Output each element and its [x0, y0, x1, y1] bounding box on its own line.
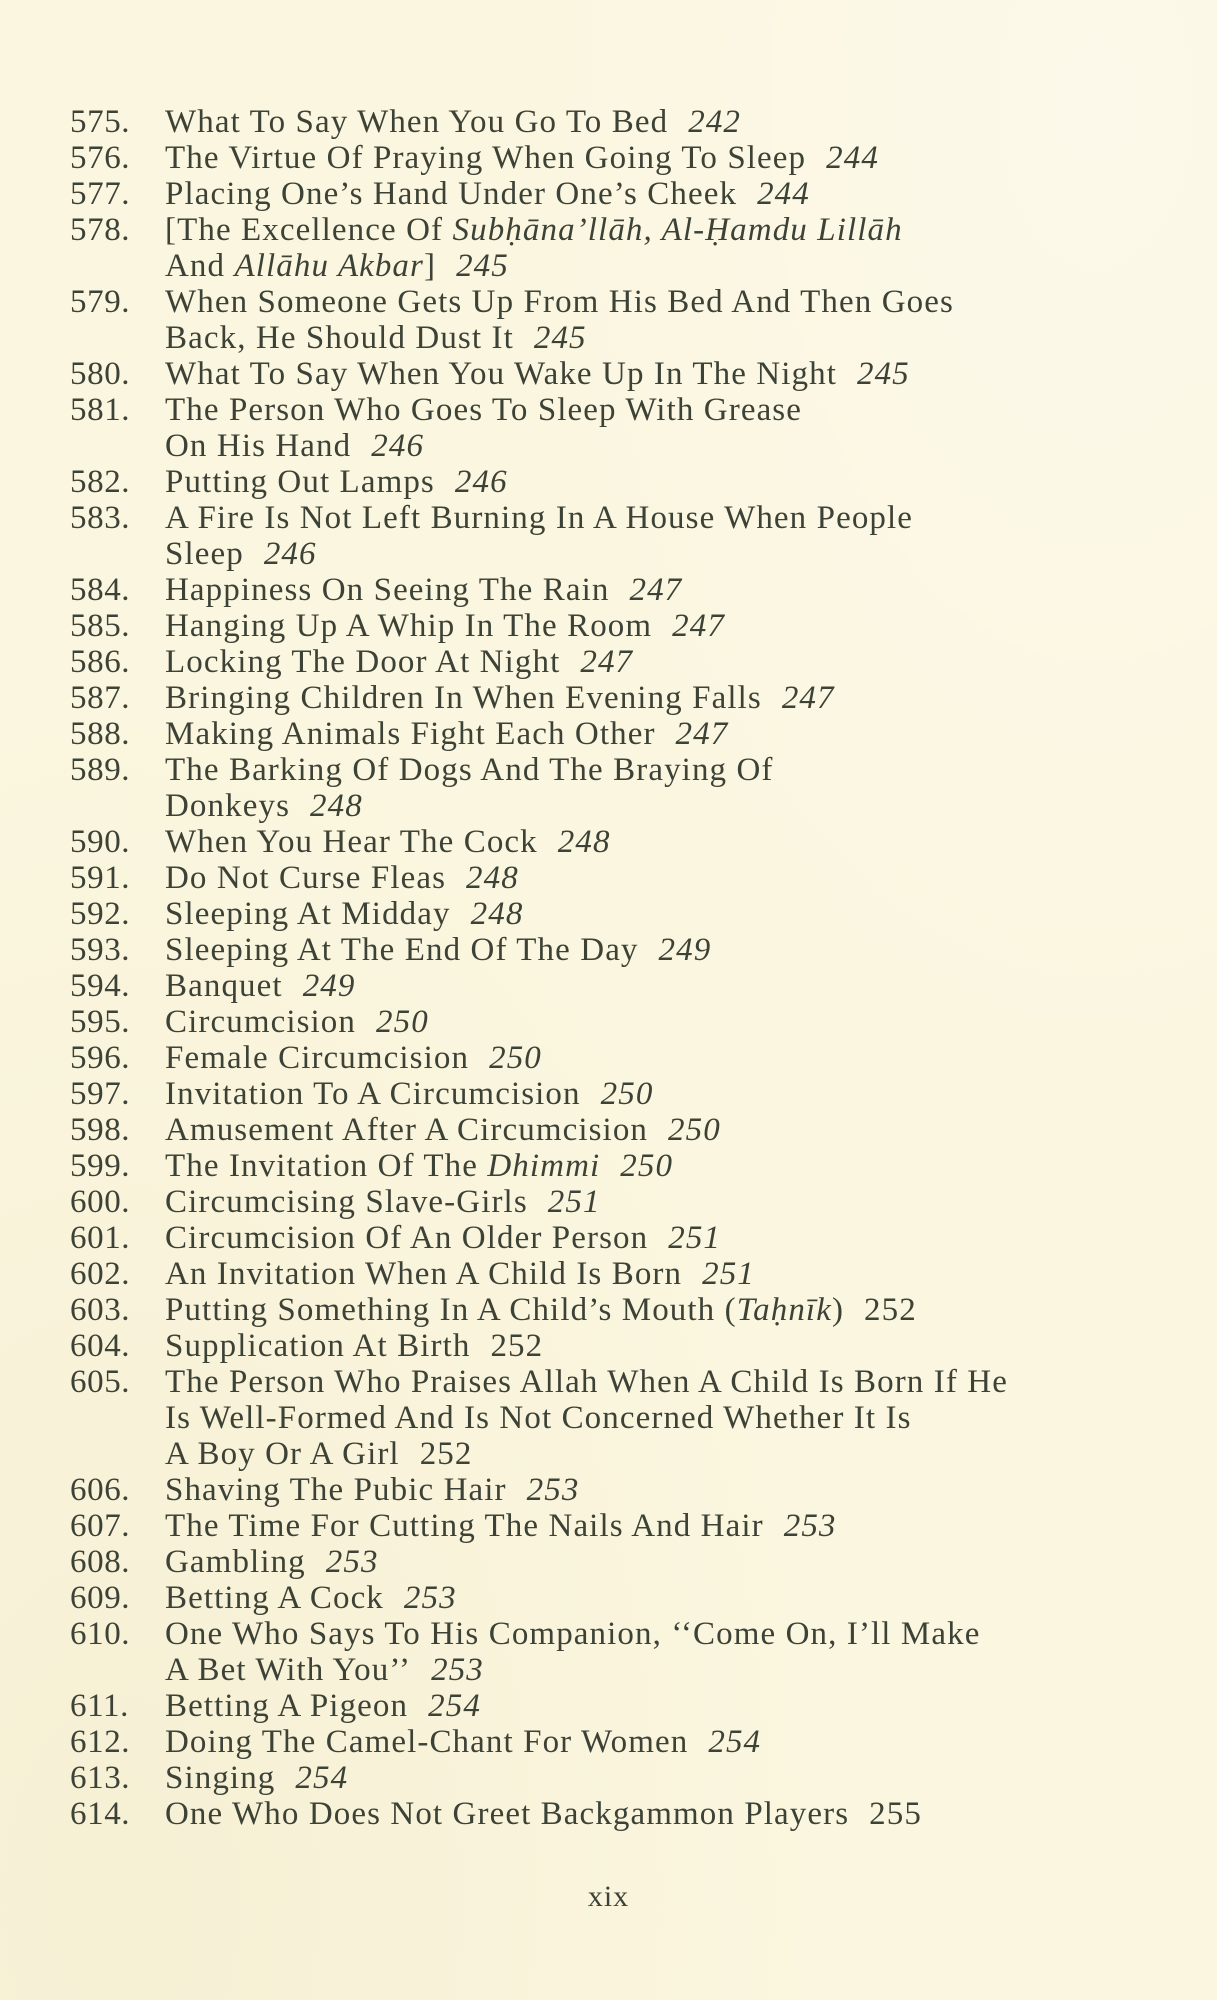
toc-entry [70, 860, 1170, 896]
entry-title-line [165, 1220, 1170, 1256]
entry-number: 602. [70, 1256, 131, 1292]
entry-number: 600. [70, 1184, 131, 1220]
entry-page-number: 246 [371, 428, 425, 464]
entry-title-line [165, 1688, 1170, 1724]
entry-number: 586. [70, 644, 131, 680]
entry-page-number: 246 [454, 464, 508, 500]
entry-title-line [165, 1616, 1170, 1652]
entry-title [165, 1292, 1170, 1328]
title-text: Sleeping At Midday [165, 896, 451, 932]
entry-title-line [165, 1652, 1170, 1688]
title-text: Circumcision [165, 1004, 357, 1040]
toc-entry [70, 176, 1170, 212]
title-text: Placing One’s Hand Under One’s Cheek [165, 176, 738, 212]
title-text: Circumcision Of An Older Person [165, 1220, 649, 1256]
title-text: When You Hear The Cock [165, 824, 538, 860]
entry-page-number: 251 [702, 1256, 755, 1292]
toc-entry [70, 1364, 1170, 1472]
entry-title-line [165, 680, 1170, 716]
entry-number: 578. [70, 212, 131, 248]
entry-number: 613. [70, 1760, 131, 1796]
entry-title-line [165, 1436, 1170, 1472]
title-text: The Virtue Of Praying When Going To Sleep [165, 140, 807, 176]
title-text: Happiness On Seeing The Rain [165, 572, 610, 608]
toc-entry [70, 356, 1170, 392]
entry-number: 611. [70, 1688, 129, 1724]
entry-title [165, 1184, 1170, 1220]
title-text: Betting A Cock [165, 1580, 384, 1616]
title-text: The Invitation Of The [165, 1148, 488, 1184]
title-text: Hanging Up A Whip In The Room [165, 608, 653, 644]
entry-title-line [165, 176, 1170, 212]
entry-page-number: 245 [456, 248, 509, 284]
entry-title [165, 896, 1170, 932]
title-text: One Who Does Not Greet Backgammon Players [165, 1796, 850, 1832]
entry-title-line [165, 1508, 1170, 1544]
entry-title-line [165, 716, 1170, 752]
entry-title [165, 1004, 1170, 1040]
entry-title [165, 1256, 1170, 1292]
entry-number: 584. [70, 572, 131, 608]
entry-title [165, 1544, 1170, 1580]
entry-number: 609. [70, 1580, 131, 1616]
entry-title [165, 1148, 1170, 1184]
title-text: Betting A Pigeon [165, 1688, 409, 1724]
entry-title-line [165, 1040, 1170, 1076]
entry-title-line [165, 752, 1170, 788]
entry-page-number: 250 [620, 1148, 674, 1184]
entry-title [165, 1472, 1170, 1508]
italic-term: Subḥāna’llāh, Al-Ḥamdu Lillāh [452, 212, 903, 248]
toc-entry [70, 896, 1170, 932]
entry-page-number: 248 [310, 788, 363, 824]
entry-number: 607. [70, 1508, 131, 1544]
entry-title [165, 572, 1170, 608]
toc-entry [70, 1472, 1170, 1508]
toc-entry [70, 284, 1170, 356]
entry-title-line [165, 356, 1170, 392]
entry-page-number: 250 [376, 1004, 429, 1040]
entry-number: 575. [70, 104, 131, 140]
toc-entry [70, 932, 1170, 968]
title-text: A Boy Or A Girl [165, 1436, 400, 1472]
entry-page-number: 253 [325, 1544, 379, 1580]
toc-entry [70, 1148, 1170, 1184]
title-text: ) [831, 1292, 845, 1328]
title-text: Doing The Camel-Chant For Women [165, 1724, 689, 1760]
entry-page-number: 247 [781, 680, 835, 716]
entry-title [165, 1040, 1170, 1076]
entry-page-number: 245 [533, 320, 587, 356]
entry-number: 596. [70, 1040, 131, 1076]
entry-title [165, 500, 1170, 572]
title-text: Circumcising Slave-Girls [165, 1184, 528, 1220]
title-text: The Person Who Praises Allah When A Child Is Born If He [165, 1364, 1008, 1400]
entry-page-number: 251 [668, 1220, 722, 1256]
toc-entry [70, 1580, 1170, 1616]
title-text: Back, He Should Dust It [165, 320, 514, 356]
toc-entry [70, 500, 1170, 572]
title-text: What To Say When You Wake Up In The Night [165, 356, 837, 392]
entry-title-line [165, 1184, 1170, 1220]
entry-page-number: 250 [600, 1076, 654, 1112]
entry-title-line [165, 1112, 1170, 1148]
entry-page-number: 247 [580, 644, 634, 680]
entry-title [165, 1796, 1170, 1832]
entry-title [165, 1724, 1170, 1760]
entry-number: 606. [70, 1472, 131, 1508]
entry-page-number: 250 [668, 1112, 721, 1148]
title-text: Shaving The Pubic Hair [165, 1472, 507, 1508]
entry-number: 610. [70, 1616, 131, 1652]
toc-entry [70, 1508, 1170, 1544]
entry-title [165, 176, 1170, 212]
title-text: Gambling [165, 1544, 306, 1580]
toc-entry [70, 1796, 1170, 1832]
entry-number: 608. [70, 1544, 131, 1580]
title-text: Singing [165, 1760, 276, 1796]
entry-number: 597. [70, 1076, 131, 1112]
entry-title [165, 860, 1170, 896]
title-text: Banquet [165, 968, 283, 1004]
toc-entry [70, 392, 1170, 464]
entry-number: 603. [70, 1292, 131, 1328]
entry-page-number: 247 [675, 716, 729, 752]
entry-title-line [165, 1760, 1170, 1796]
entry-page-number: 244 [826, 140, 879, 176]
toc-entry [70, 1184, 1170, 1220]
entry-number: 599. [70, 1148, 131, 1184]
entry-title-line [165, 932, 1170, 968]
title-text: When Someone Gets Up From His Bed And Then Goes [165, 284, 954, 320]
entry-title-line [165, 248, 1170, 284]
entry-title-line [165, 644, 1170, 680]
toc-entry [70, 1040, 1170, 1076]
title-text: Invitation To A Circumcision [165, 1076, 581, 1112]
title-text: Do Not Curse Fleas [165, 860, 447, 896]
toc-entry [70, 1328, 1170, 1364]
title-text: Making Animals Fight Each Other [165, 716, 656, 752]
toc-entry [70, 1004, 1170, 1040]
toc-entry [70, 1076, 1170, 1112]
entry-title-line [165, 572, 1170, 608]
title-text: On His Hand [165, 428, 352, 464]
entry-page-number: 255 [869, 1796, 922, 1832]
entry-title [165, 932, 1170, 968]
entry-title [165, 1616, 1170, 1688]
toc-entry [70, 464, 1170, 500]
title-text: Is Well-Formed And Is Not Concerned Whether It Is [165, 1400, 912, 1436]
toc-entry [70, 968, 1170, 1004]
entry-title [165, 1580, 1170, 1616]
entry-title-line [165, 1328, 1170, 1364]
entry-title [165, 644, 1170, 680]
entry-title [165, 140, 1170, 176]
entry-title-line [165, 1004, 1170, 1040]
entry-title-line [165, 392, 1170, 428]
toc-entry [70, 1724, 1170, 1760]
entry-number: 581. [70, 392, 131, 428]
title-text: What To Say When You Go To Bed [165, 104, 669, 140]
entry-title-line [165, 1472, 1170, 1508]
entry-title [165, 284, 1170, 356]
entry-title [165, 968, 1170, 1004]
toc-entry [70, 680, 1170, 716]
italic-term: Dhimmi [487, 1148, 601, 1184]
entry-title [165, 1760, 1170, 1796]
entry-page-number: 247 [672, 608, 725, 644]
entry-title [165, 464, 1170, 500]
entry-number: 582. [70, 464, 131, 500]
toc-entry [70, 140, 1170, 176]
entry-number: 587. [70, 680, 131, 716]
entry-number: 593. [70, 932, 131, 968]
toc-entry [70, 1760, 1170, 1796]
entry-title-line [165, 140, 1170, 176]
entry-title-line [165, 1256, 1170, 1292]
title-text: Locking The Door At Night [165, 644, 561, 680]
toc-entry [70, 1112, 1170, 1148]
title-text: Putting Out Lamps [165, 464, 435, 500]
entry-page-number: 254 [295, 1760, 349, 1796]
entry-page-number: 248 [466, 860, 519, 896]
entry-page-number: 251 [547, 1184, 601, 1220]
entry-title-line [165, 1400, 1170, 1436]
entry-title-line [165, 1364, 1170, 1400]
entry-title [165, 1688, 1170, 1724]
entry-page-number: 248 [557, 824, 611, 860]
entry-title [165, 212, 1170, 284]
entry-title-line [165, 860, 1170, 896]
entry-number: 594. [70, 968, 131, 1004]
entry-title [165, 1112, 1170, 1148]
toc-entry [70, 1292, 1170, 1328]
toc-entry [70, 752, 1170, 824]
toc-entry [70, 824, 1170, 860]
title-text: The Time For Cutting The Nails And Hair [165, 1508, 764, 1544]
toc-entry [70, 1688, 1170, 1724]
entry-title-line [165, 284, 1170, 320]
toc-entry [70, 212, 1170, 284]
entry-page-number: 248 [470, 896, 524, 932]
entry-title-line [165, 608, 1170, 644]
entry-page-number: 249 [658, 932, 712, 968]
title-text: Putting Something In A Child’s Mouth ( [165, 1292, 737, 1328]
entry-title [165, 1508, 1170, 1544]
entry-title-line [165, 1580, 1170, 1616]
entry-page-number: 254 [428, 1688, 481, 1724]
entry-number: 579. [70, 284, 131, 320]
entry-page-number: 253 [431, 1652, 484, 1688]
entry-title-line [165, 788, 1170, 824]
entry-title-line [165, 968, 1170, 1004]
entry-page-number: 252 [490, 1328, 544, 1364]
entry-number: 583. [70, 500, 131, 536]
toc-entry [70, 1616, 1170, 1688]
entry-number: 588. [70, 716, 131, 752]
entry-number: 576. [70, 140, 131, 176]
entry-number: 589. [70, 752, 131, 788]
page-number-folio: xix [587, 1880, 630, 1913]
title-text: The Barking Of Dogs And The Braying Of [165, 752, 774, 788]
entry-title-line [165, 500, 1170, 536]
toc-entry [70, 1256, 1170, 1292]
entry-number: 595. [70, 1004, 131, 1040]
entry-number: 598. [70, 1112, 131, 1148]
entry-title [165, 1328, 1170, 1364]
title-text: The Person Who Goes To Sleep With Grease [165, 392, 803, 428]
entry-number: 612. [70, 1724, 131, 1760]
toc-entry [70, 104, 1170, 140]
entry-number: 614. [70, 1796, 131, 1832]
entry-number: 605. [70, 1364, 131, 1400]
entry-title [165, 1364, 1170, 1472]
entry-page-number: 253 [783, 1508, 837, 1544]
entry-page-number: 244 [757, 176, 810, 212]
toc-entry [70, 716, 1170, 752]
title-text: Sleep [165, 536, 244, 572]
entry-title-line [165, 1796, 1170, 1832]
italic-term: Allāhu Akbar [234, 248, 424, 284]
entry-title-line [165, 1292, 1170, 1328]
title-text: Supplication At Birth [165, 1328, 471, 1364]
italic-term: Taḥnīk [736, 1292, 832, 1328]
entry-title-line [165, 212, 1170, 248]
entry-title [165, 356, 1170, 392]
entry-page-number: 247 [629, 572, 683, 608]
entry-page-number: 252 [864, 1292, 917, 1328]
entry-number: 590. [70, 824, 131, 860]
entry-page-number: 252 [419, 1436, 473, 1472]
title-text: Donkeys [165, 788, 291, 824]
entry-page-number: 254 [708, 1724, 762, 1760]
entry-title [165, 824, 1170, 860]
entry-title [165, 608, 1170, 644]
toc-entry [70, 608, 1170, 644]
entry-title-line [165, 428, 1170, 464]
entry-title [165, 680, 1170, 716]
title-text: [The Excellence Of [165, 212, 453, 248]
title-text: Bringing Children In When Evening Falls [165, 680, 762, 716]
title-text: One Who Says To His Companion, ‘‘Come On, I’ll Make [165, 1616, 981, 1652]
entry-number: 591. [70, 860, 131, 896]
title-text: Female Circumcision [165, 1040, 470, 1076]
entry-title-line [165, 464, 1170, 500]
title-text: ] [423, 248, 437, 284]
entry-page-number: 253 [526, 1472, 580, 1508]
entry-number: 601. [70, 1220, 131, 1256]
entry-title [165, 104, 1170, 140]
entry-title-line [165, 896, 1170, 932]
entry-title [165, 1220, 1170, 1256]
entry-number: 580. [70, 356, 131, 392]
entry-title-line [165, 536, 1170, 572]
toc-entry [70, 1220, 1170, 1256]
entry-number: 592. [70, 896, 131, 932]
entry-title [165, 392, 1170, 464]
entry-page-number: 242 [688, 104, 742, 140]
entry-number: 585. [70, 608, 131, 644]
entry-title-line [165, 1076, 1170, 1112]
title-text: Sleeping At The End Of The Day [165, 932, 639, 968]
entry-title-line [165, 104, 1170, 140]
entry-title-line [165, 1148, 1170, 1184]
table-of-contents [70, 104, 1170, 1832]
entry-page-number: 245 [856, 356, 910, 392]
title-text: And [165, 248, 235, 284]
entry-title [165, 1076, 1170, 1112]
entry-number: 604. [70, 1328, 131, 1364]
entry-title [165, 716, 1170, 752]
entry-title [165, 752, 1170, 824]
title-text: A Fire Is Not Left Burning In A House When People [165, 500, 914, 536]
entry-page-number: 253 [403, 1580, 457, 1616]
title-text: Amusement After A Circumcision [165, 1112, 649, 1148]
title-text: An Invitation When A Child Is Born [165, 1256, 683, 1292]
toc-entry [70, 644, 1170, 680]
entry-page-number: 250 [489, 1040, 542, 1076]
title-text: A Bet With You’’ [165, 1652, 412, 1688]
entry-title-line [165, 824, 1170, 860]
entry-page-number: 246 [263, 536, 317, 572]
toc-entry [70, 572, 1170, 608]
entry-title-line [165, 1544, 1170, 1580]
toc-entry [70, 1544, 1170, 1580]
entry-page-number: 249 [302, 968, 356, 1004]
entry-title-line [165, 1724, 1170, 1760]
entry-number: 577. [70, 176, 131, 212]
entry-title-line [165, 320, 1170, 356]
